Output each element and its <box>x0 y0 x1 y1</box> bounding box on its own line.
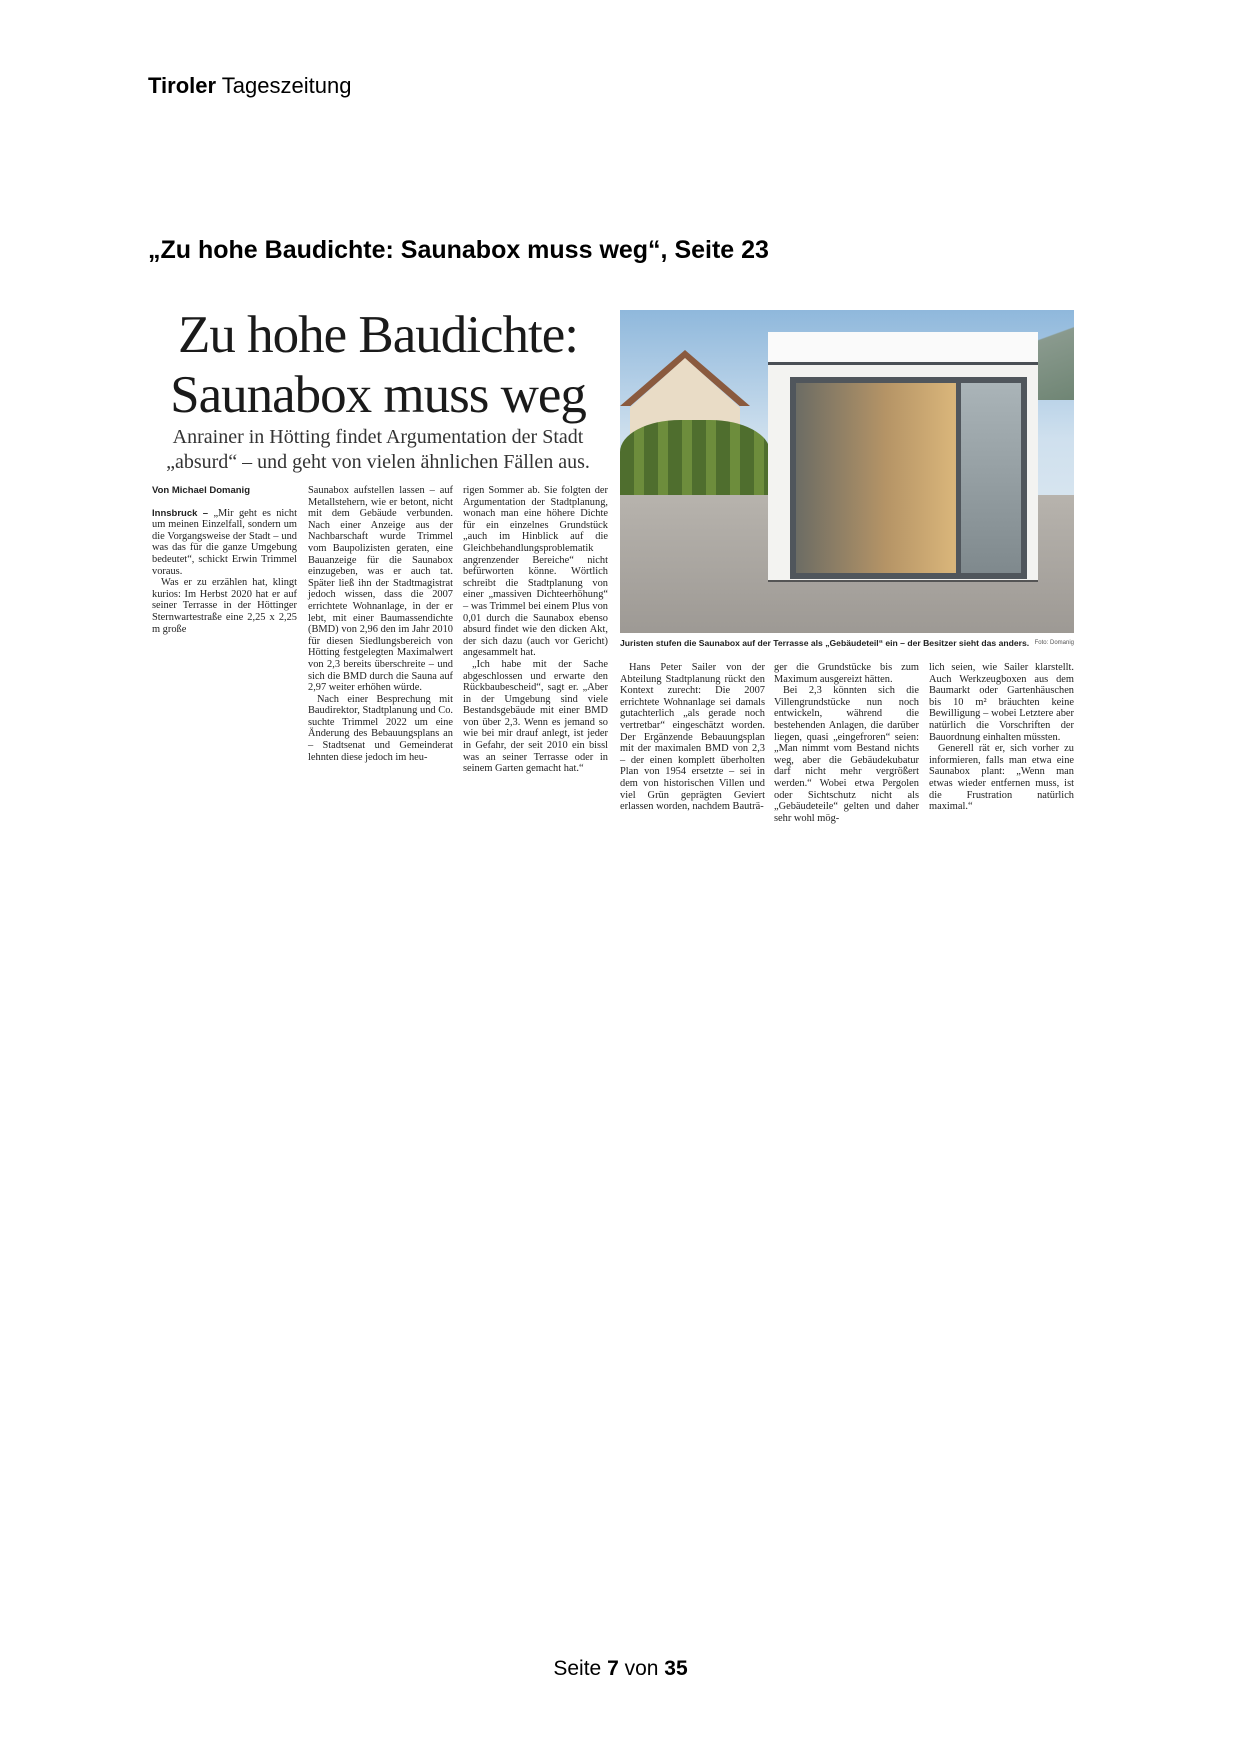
article-column-4: Hans Peter Sailer von der Abteilung Stadtplanung rückt den Kontext zurecht: Die 2007 errichtete Wohnanlage sei damals gutachterlich „als gerade noch vertretbar“ eingeschätzt worden. Der Ergänzende Bebauungsplan mit der maximalen BMD von 2,3 – der einen komplett überholten Plan von 1954 ersetzte – sei in dem von historischen Villen und viel Grün geprägten Geviert erlassen worden, nachdem Bauträ- <box>620 662 765 813</box>
article-column-5: ger die Grundstücke bis zum Maximum ausgereizt hätten. Bei 2,3 könnten sich die Villengrundstücke nun noch entwickeln, während die bestehenden Anlagen, die darüber liegen, quasi „eingefroren“ seien: „Man nimmt vom Bestand nichts weg, aber die Gebäudekubatur darf nicht mehr vergrößert werden.“ Wobei etwa Pergolen oder Sichtschutz nicht als „Gebäudeteile“ gelten und daher sehr wohl mög- <box>774 662 919 824</box>
page-number: Seite 7 von 35 <box>553 1657 688 1680</box>
article-column-2: Saunabox aufstellen lassen – auf Metallstehern, wie er betont, nicht mit dem Gebäude verbunden. Nach einer Anzeige aus der Nachbarschaft wurde Trimmel vom Baupolizisten geraten, eine Bauanzeige für die Saunabox einzugeben, was er auch tat. Später ließ ihn der Stadtmagistrat jedoch wissen, dass die 2007 errichtete Wohnanlage, in der er lebt, mit einer Baumassendichte (BMD) von 2,96 den im Jahr 2010 für diesen Siedlungsbereich von Hötting festgelegten Maximalwert von 2,3 bereits überschreite – und sich die BMD durch die Sauna auf 2,97 weiter erhöhen würde. Nach einer Besprechung mit Baudirektor, Stadtplanung und Co. suchte Trimmel 2022 um eine Änderung des Bebauungsplans an – Stadtsenat und Gemeinderat lehnten diese jedoch im heu- <box>308 485 453 763</box>
clipping-headline: Zu hohe Baudichte: Saunabox muss weg <box>170 306 586 424</box>
article-title: „Zu hohe Baudichte: Saunabox muss weg“, Seite 23 <box>148 236 769 264</box>
byline: Von Michael Domanig <box>152 485 251 496</box>
photo-credit: Foto: Domanig <box>1034 640 1074 646</box>
article-column-1: Von Michael Domanig Innsbruck – „Mir geht es nicht um meinen Einzelfall, sondern um die Vorgangsweise der Stadt – und was das für die ganze Umgebung bedeutet“, schickt Erwin Trimmel voraus. Was er zu erzählen hat, klingt kurios: Im Herbst 2020 hat er auf seiner Terrasse in der Höttinger Sternwartestraße eine 2,25 x 2,25 m große <box>152 485 297 635</box>
article-column-3: rigen Sommer ab. Sie folgten der Argumentation der Stadtplanung, wonach man eine höhere Dichte für ein einzelnes Grundstück „auch im Hinblick auf die Gleichbehandlungsproblematik angrenzender Bereiche“ nicht befürworten könne. Wörtlich schreibt die Stadtplanung von einer „massiven Dichteerhöhung“ – was Trimmel bei einem Plus von 0,01 durch die Saunabox ebenso absurd findet wie den dicken Akt, der sich dazu (auch vor Gericht) angesammelt hat. „Ich habe mit der Sache abgeschlossen und erwarte den Rückbaubescheid“, sagt er. „Aber in der Umgebung sind viele Bestandsgebäude mit einer BMD von über 2,3. Wenn es jemand so wie bei mir drauf anlegt, ist jeder in Gefahr, der seit 2010 ein bissl was an seiner Terrasse oder in seinem Garten gemacht hat.“ <box>463 485 608 775</box>
publication-name: Tiroler Tageszeitung <box>148 73 352 98</box>
newspaper-clipping <box>148 305 1076 850</box>
clipping-subheadline: Anrainer in Hötting findet Argumentation der Stadt „absurd“ – und geht von vielen ähnlichen Fällen aus. <box>166 426 590 473</box>
dateline: Innsbruck – <box>152 507 209 519</box>
photo-caption: Juristen stufen die Saunabox auf der Terrasse als „Gebäudeteil“ ein – der Besitzer sieht das anders. Foto: Domanig <box>620 638 1074 648</box>
article-column-6: lich seien, wie Sailer klarstellt. Auch Werkzeugboxen aus dem Baumarkt oder Gartenhäuschen bis 10 m² bräuchten keine Bewilligung – wobei Letztere aber natürlich die Vorschriften der Bauordnung einhalten müssten. Generell rät er, sich vorher zu informieren, falls man etwa eine Saunabox plant: „Wenn man etwas wieder entfernen muss, ist die Frustration natürlich maximal.“ <box>929 662 1074 813</box>
sauna-box-photo <box>620 310 1074 633</box>
